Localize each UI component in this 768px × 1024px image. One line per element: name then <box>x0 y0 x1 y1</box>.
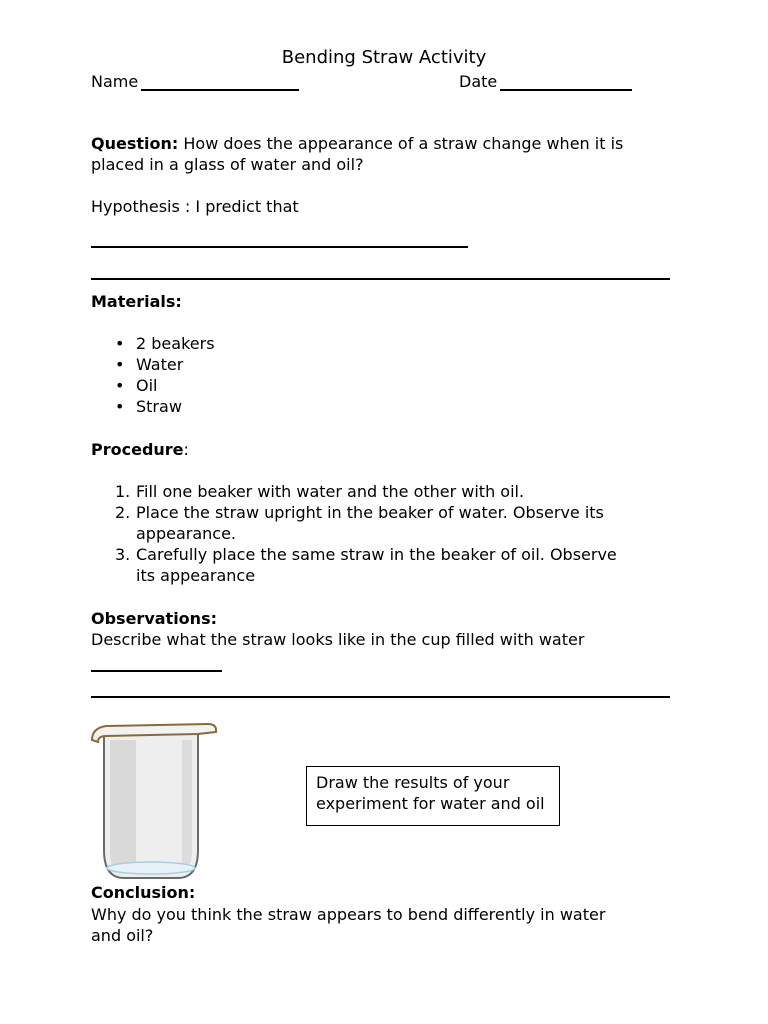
observations-blank-1[interactable] <box>91 670 222 672</box>
procedure-list <box>115 481 617 586</box>
beaker-icon <box>86 718 222 884</box>
question-line-2: placed in a glass of water and oil? <box>91 155 364 174</box>
step-text: Fill one beaker with water and the other with oil. <box>136 482 525 501</box>
bullet: • <box>115 397 125 416</box>
conclusion-line-1: Why do you think the straw appears to bend differently in water <box>91 905 606 924</box>
draw-results-box[interactable]: Draw the results of your experiment for water and oil <box>306 766 560 826</box>
bullet: • <box>115 355 125 374</box>
list-item <box>115 544 617 586</box>
step-text-cont: appearance. <box>136 524 237 543</box>
list-item <box>115 375 215 396</box>
conclusion-heading: Conclusion: <box>91 883 196 902</box>
bullet: • <box>115 376 125 395</box>
list-item <box>115 333 215 354</box>
observations-heading: Observations: <box>91 609 217 628</box>
list-item <box>115 396 215 417</box>
step-number: 3. <box>115 545 131 564</box>
material-item: Oil <box>136 376 158 395</box>
bullet: • <box>115 334 125 353</box>
hypothesis-blank-1[interactable] <box>91 246 468 248</box>
date-blank[interactable] <box>500 89 632 91</box>
materials-heading: Materials: <box>91 292 182 311</box>
hypothesis-blank-2[interactable] <box>91 278 670 280</box>
step-text-cont: its appearance <box>136 566 256 585</box>
question-line-1: How does the appearance of a straw change when it is <box>178 134 624 153</box>
observations-blank-2[interactable] <box>91 696 670 698</box>
list-item <box>115 354 215 375</box>
material-item: 2 beakers <box>136 334 215 353</box>
materials-list <box>115 333 215 417</box>
conclusion-line-2: and oil? <box>91 926 154 945</box>
name-blank[interactable] <box>141 89 299 91</box>
step-text: Carefully place the same straw in the beaker of oil. Observe <box>136 545 617 564</box>
hypothesis-text: Hypothesis : I predict that <box>91 197 299 216</box>
material-item: Water <box>136 355 184 374</box>
step-number: 1. <box>115 482 131 501</box>
procedure-label: Procedure <box>91 440 184 459</box>
step-text: Place the straw upright in the beaker of water. Observe its <box>136 503 604 522</box>
list-item <box>115 481 617 502</box>
list-item <box>115 502 617 544</box>
procedure-heading <box>91 439 189 460</box>
material-item: Straw <box>136 397 182 416</box>
page-title: Bending Straw Activity <box>281 47 487 68</box>
step-number: 2. <box>115 503 131 522</box>
date-label: Date <box>459 72 498 91</box>
procedure-colon: : <box>183 440 189 459</box>
name-label: Name <box>91 72 139 91</box>
question-text <box>91 133 623 154</box>
question-label: Question: <box>91 134 179 153</box>
observations-prompt: Describe what the straw looks like in the cup filled with water <box>91 630 585 649</box>
